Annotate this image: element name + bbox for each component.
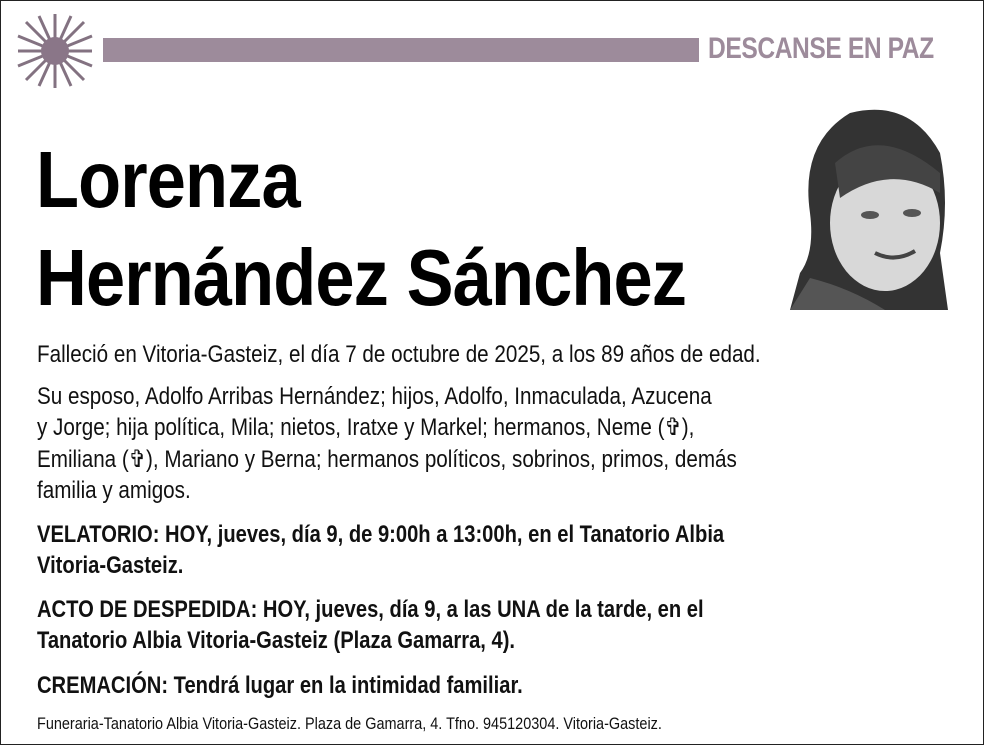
deceased-surnames: Hernández Sánchez [36,233,687,322]
velatorio-line: VELATORIO: HOY, jueves, día 9, de 9:00h a 13:00h, en el Tanatorio Albia [37,521,725,548]
despedida-line: ACTO DE DESPEDIDA: HOY, jueves, día 9, a las UNA de la tarde, en el [37,596,704,623]
family-line: familia y amigos. [37,477,191,504]
velatorio-line: Vitoria-Gasteiz. [37,552,184,579]
death-notice: Falleció en Vitoria-Gasteiz, el día 7 de octubre de 2025, a los 89 años de edad. [37,341,761,368]
family-line: y Jorge; hija política, Mila; nietos, Iratxe y Markel; hermanos, Neme (✞), [37,414,695,441]
family-line: Emiliana (✞), Mariano y Berna; hermanos políticos, sobrinos, primos, demás [37,446,737,473]
header-bar [103,38,699,62]
header-title: DESCANSE EN PAZ [708,32,934,65]
despedida-line: Tanatorio Albia Vitoria-Gasteiz (Plaza Gamarra, 4). [37,627,516,654]
flower-emblem-icon [14,12,96,90]
deceased-photo [790,103,948,310]
deceased-first-name: Lorenza [36,135,300,224]
family-line: Su esposo, Adolfo Arribas Hernández; hijos, Adolfo, Inmaculada, Azucena [37,383,712,410]
funeral-home-footer: Funeraria-Tanatorio Albia Vitoria-Gasteiz. Plaza de Gamarra, 4. Tfno. 945120304. Vitoria-Gasteiz. [37,714,662,733]
cremacion-line: CREMACIÓN: Tendrá lugar en la intimidad familiar. [37,672,523,699]
